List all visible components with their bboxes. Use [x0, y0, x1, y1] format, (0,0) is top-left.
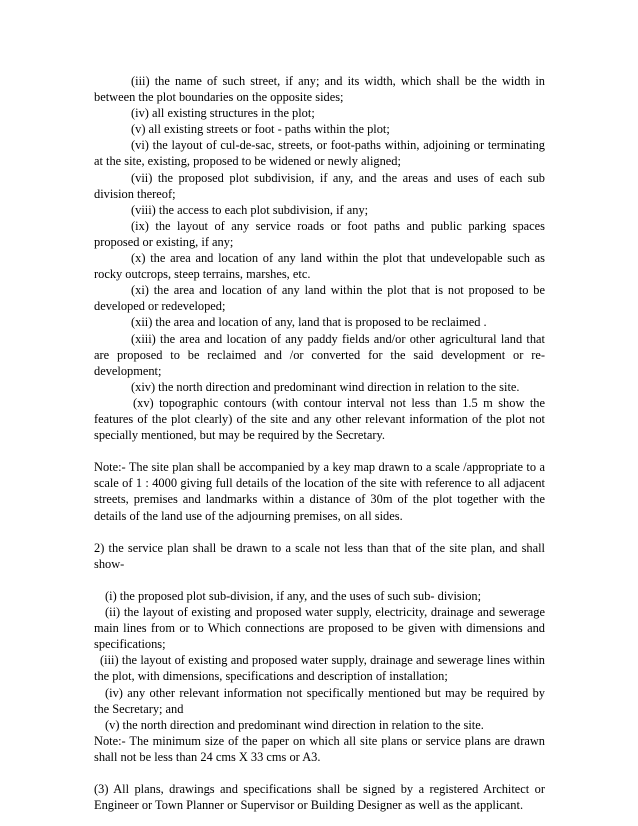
signature-clause: (3) All plans, drawings and specifications shall be signed by a registered Architect or Engineer or Town Planner or Supervisor or Building Designer as well as the applicant.: [94, 782, 545, 813]
spacer: [94, 572, 545, 588]
item-cul-de-sac-layout: (vi) the layout of cul-de-sac, streets, or foot-paths within, adjoining or terminating at the site, existing, proposed to be widened or newly aligned;: [94, 138, 545, 169]
item-undevelopable-land: (x) the area and location of any land within the plot that undevelopable such as rocky outcrops, steep terrains, marshes, etc.: [94, 251, 545, 282]
item-existing-streets: (v) all existing streets or foot - paths within the plot;: [131, 122, 390, 137]
item-street-name-width: (iii) the name of such street, if any; and its width, which shall be the width in between the plot boundaries on the opposite sides;: [94, 74, 545, 105]
service-item-other-info: (iv) any other relevant information not specifically mentioned but may be required by the Secretary; and: [94, 685, 545, 716]
spacer: [94, 765, 545, 781]
item-subdivision-access: (viii) the access to each plot subdivision, if any;: [131, 202, 369, 217]
service-plan-requirements: [94, 588, 545, 733]
document-page: [94, 73, 545, 813]
site-plan-requirements: [94, 73, 545, 443]
service-item-subdivision: (i) the proposed plot sub-division, if any, and the uses of such sub- division;: [105, 589, 482, 603]
item-land-not-developed: (xi) the area and location of any land within the plot that is not proposed to be developed or redeveloped;: [94, 283, 545, 314]
service-item-main-lines: (ii) the layout of existing and proposed water supply, electricity, drainage and sewerage main lines from or to Which connections are proposed to be given with dimensions and specifications;: [94, 605, 545, 652]
spacer: [94, 443, 545, 459]
item-topographic-contours: (xv) topographic contours (with contour interval not less than 1.5 m show the features of the plot clearly) of the site and any other relevant information of the plot not specially mentioned, but may be required by the Secretary.: [94, 395, 545, 443]
item-north-wind-direction: (xiv) the north direction and predominant wind direction in relation to the site.: [131, 379, 520, 394]
item-service-roads: (ix) the layout of any service roads or foot paths and public parking spaces proposed or existing, if any;: [94, 218, 545, 249]
item-plot-subdivision: (vii) the proposed plot subdivision, if any, and the areas and uses of each sub division thereof;: [94, 170, 545, 201]
item-reclaimed-land: (xii) the area and location of any, land that is proposed to be reclaimed .: [131, 315, 487, 330]
paper-size-note: Note:- The minimum size of the paper on which all site plans or service plans are drawn shall not be less than 24 cms X 33 cms or A3.: [94, 733, 545, 764]
service-item-plot-lines: (iii) the layout of existing and proposed water supply, drainage and sewerage lines within the plot, with dimensions, specifications and description of installation;: [94, 653, 545, 684]
service-item-north-wind: (v) the north direction and predominant wind direction in relation to the site.: [105, 717, 484, 732]
item-paddy-fields: (xiii) the area and location of any paddy fields and/or other agricultural land that are proposed to be reclaimed and /or converted for the said development or re-development;: [94, 331, 545, 378]
key-map-note: Note:- The site plan shall be accompanied by a key map drawn to a scale /appropriate to a scale of 1 : 4000 giving full details of the location of the site with reference to all adjacent streets, premises and landmarks within a distance of 30m of the plot together with the details of the land use of the adjourning premises, on all sides.: [94, 460, 545, 523]
spacer: [94, 524, 545, 540]
item-existing-structures: (iv) all existing structures in the plot;: [131, 106, 315, 121]
service-plan-intro: 2) the service plan shall be drawn to a scale not less than that of the site plan, and shall show-: [94, 540, 545, 571]
